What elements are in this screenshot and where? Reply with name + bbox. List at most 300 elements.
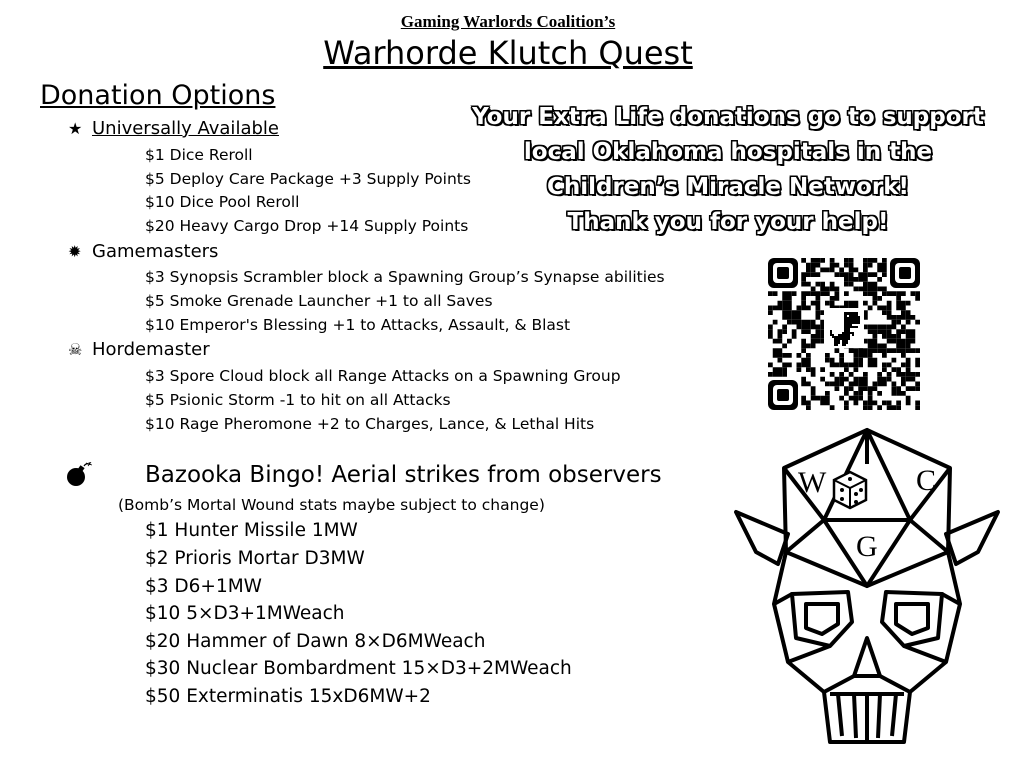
qr-module — [882, 268, 887, 273]
qr-module — [915, 372, 920, 377]
qr-module — [773, 372, 778, 377]
qr-module — [906, 386, 911, 391]
qr-module — [830, 268, 835, 273]
qr-module — [778, 306, 783, 311]
qr-module — [906, 315, 911, 320]
qr-module — [854, 377, 859, 382]
qr-module — [806, 320, 811, 325]
donation-item: $5 Smoke Grenade Launcher +1 to all Saves — [145, 292, 493, 310]
donation-item: $10 Emperor's Blessing +1 to Attacks, Assault, & Blast — [145, 316, 571, 334]
qr-module — [844, 272, 849, 277]
qr-module — [901, 306, 906, 311]
qr-module — [868, 401, 873, 406]
qr-module — [844, 301, 849, 306]
qr-module — [782, 367, 787, 372]
qr-module — [820, 268, 825, 273]
qr-module — [768, 306, 773, 311]
qr-module — [839, 363, 844, 368]
qr-module — [787, 291, 792, 296]
qr-module — [877, 344, 882, 349]
qr-module — [868, 282, 873, 287]
qr-module — [811, 268, 816, 273]
qr-module — [854, 348, 859, 353]
qr-module — [887, 372, 892, 377]
qr-module — [868, 344, 873, 349]
qr-code-icon[interactable] — [768, 258, 920, 410]
qr-module — [887, 325, 892, 330]
qr-module — [849, 348, 854, 353]
qr-module — [778, 372, 783, 377]
qr-module — [854, 382, 859, 387]
qr-module — [892, 367, 897, 372]
qr-module — [844, 258, 849, 263]
qr-module — [854, 396, 859, 401]
qr-module — [877, 377, 882, 382]
qr-module — [906, 301, 911, 306]
bingo-item: $1 Hunter Missile 1MW — [145, 520, 358, 541]
qr-module — [873, 258, 878, 263]
qr-module — [911, 372, 916, 377]
qr-module — [915, 401, 920, 406]
qr-module — [906, 396, 911, 401]
qr-module — [806, 382, 811, 387]
qr-module — [901, 310, 906, 315]
qr-module — [773, 348, 778, 353]
qr-module — [844, 277, 849, 282]
qr-module — [782, 372, 787, 377]
qr-module — [797, 367, 802, 372]
qr-module — [911, 386, 916, 391]
qr-module — [830, 296, 835, 301]
support-line: Children’s Miracle Network! — [546, 174, 909, 200]
qr-module — [844, 401, 849, 406]
qr-module — [901, 382, 906, 387]
qr-module — [773, 306, 778, 311]
qr-module — [773, 291, 778, 296]
qr-module — [801, 329, 806, 334]
donation-item: $10 Dice Pool Reroll — [145, 193, 300, 211]
qr-module — [806, 367, 811, 372]
qr-module — [778, 353, 783, 358]
qr-module — [901, 372, 906, 377]
qr-module — [801, 306, 806, 311]
qr-module — [854, 301, 859, 306]
qr-module — [858, 348, 863, 353]
qr-module — [858, 277, 863, 282]
qr-module — [816, 291, 821, 296]
qr-module — [782, 353, 787, 358]
qr-module — [854, 367, 859, 372]
qr-module — [768, 329, 773, 334]
qr-module — [768, 291, 773, 296]
qr-module — [820, 367, 825, 372]
qr-module — [782, 363, 787, 368]
qr-module — [835, 287, 840, 292]
qr-module — [816, 258, 821, 263]
qr-module — [887, 306, 892, 311]
qr-module — [839, 272, 844, 277]
qr-module — [901, 348, 906, 353]
qr-module — [896, 405, 901, 410]
qr-module — [787, 301, 792, 306]
qr-module — [849, 282, 854, 287]
qr-module — [830, 363, 835, 368]
qr-module — [806, 358, 811, 363]
qr-module — [882, 287, 887, 292]
qr-module — [882, 353, 887, 358]
qr-module — [892, 382, 897, 387]
support-line: local Oklahoma hospitals in the — [523, 139, 933, 165]
qr-module — [882, 377, 887, 382]
qr-module — [858, 382, 863, 387]
qr-module — [863, 272, 868, 277]
qr-module — [811, 272, 816, 277]
qr-module — [844, 291, 849, 296]
qr-module — [915, 296, 920, 301]
qr-module — [868, 291, 873, 296]
qr-module — [849, 396, 854, 401]
section-title: Hordemaster — [92, 339, 210, 360]
qr-module — [825, 353, 830, 358]
qr-module — [854, 287, 859, 292]
qr-module — [801, 396, 806, 401]
qr-module — [844, 282, 849, 287]
donation-options-heading: Donation Options — [40, 80, 276, 111]
qr-module — [811, 344, 816, 349]
qr-module — [906, 334, 911, 339]
qr-module — [830, 263, 835, 268]
qr-module — [825, 287, 830, 292]
qr-module — [892, 348, 897, 353]
qr-module — [863, 382, 868, 387]
qr-module — [797, 353, 802, 358]
qr-module — [901, 291, 906, 296]
qr-module — [773, 353, 778, 358]
qr-module — [863, 405, 868, 410]
qr-module — [901, 301, 906, 306]
qr-module — [792, 329, 797, 334]
logo-letter-g: G — [856, 530, 878, 563]
qr-module — [896, 320, 901, 325]
qr-module — [863, 377, 868, 382]
qr-module — [830, 382, 835, 387]
qr-module — [863, 386, 868, 391]
qr-module — [915, 386, 920, 391]
qr-module — [782, 301, 787, 306]
qr-module — [901, 353, 906, 358]
qr-module — [858, 396, 863, 401]
qr-module — [896, 306, 901, 311]
qr-module — [797, 363, 802, 368]
qr-module — [873, 291, 878, 296]
qr-module — [820, 282, 825, 287]
qr-module — [849, 386, 854, 391]
bingo-item: $50 Exterminatis 15xD6MW+2 — [145, 686, 431, 707]
qr-module — [906, 310, 911, 315]
qr-module — [863, 348, 868, 353]
section-universally-available — [68, 118, 279, 139]
qr-module — [835, 348, 840, 353]
qr-module — [892, 320, 897, 325]
qr-module — [782, 315, 787, 320]
qr-module — [868, 306, 873, 311]
qr-module — [801, 344, 806, 349]
qr-module — [801, 258, 806, 263]
qr-module — [901, 315, 906, 320]
qr-module — [882, 329, 887, 334]
qr-module — [820, 287, 825, 292]
bingo-note: (Bomb’s Mortal Wound stats maybe subject to change) — [118, 496, 545, 514]
qr-module — [863, 372, 868, 377]
qr-module — [882, 310, 887, 315]
qr-module — [801, 325, 806, 330]
qr-module — [854, 363, 859, 368]
qr-module — [811, 339, 816, 344]
qr-module — [806, 329, 811, 334]
qr-finder-bottom-left — [768, 380, 798, 410]
star-icon: ★ — [68, 119, 83, 138]
qr-module — [915, 363, 920, 368]
qr-module — [868, 287, 873, 292]
qr-module — [811, 367, 816, 372]
qr-module — [858, 363, 863, 368]
qr-module — [901, 329, 906, 334]
qr-module — [906, 377, 911, 382]
qr-module — [768, 363, 773, 368]
right-eye-socket — [882, 592, 942, 646]
qr-module — [801, 320, 806, 325]
qr-module — [863, 277, 868, 282]
qr-module — [830, 258, 835, 263]
qr-module — [877, 405, 882, 410]
qr-module — [854, 268, 859, 273]
qr-module — [868, 272, 873, 277]
qr-module — [811, 301, 816, 306]
qr-module — [849, 263, 854, 268]
qr-module — [858, 272, 863, 277]
qr-module — [778, 348, 783, 353]
qr-module — [839, 353, 844, 358]
qr-module — [801, 401, 806, 406]
qr-module — [896, 372, 901, 377]
qr-module — [863, 287, 868, 292]
qr-module — [896, 401, 901, 406]
qr-module — [816, 263, 821, 268]
qr-module — [825, 291, 830, 296]
donation-item: $5 Deploy Care Package +3 Supply Points — [145, 170, 471, 188]
qr-module — [901, 377, 906, 382]
qr-module — [858, 287, 863, 292]
qr-module — [792, 320, 797, 325]
qr-module — [787, 353, 792, 358]
qr-module — [877, 391, 882, 396]
qr-module — [773, 367, 778, 372]
qr-module — [811, 291, 816, 296]
qr-module — [906, 367, 911, 372]
qr-module — [906, 329, 911, 334]
qr-module — [863, 353, 868, 358]
qr-module — [811, 287, 816, 292]
qr-module — [835, 386, 840, 391]
qr-module — [825, 401, 830, 406]
qr-module — [882, 334, 887, 339]
qr-module — [868, 258, 873, 263]
qr-module — [854, 391, 859, 396]
qr-module — [797, 320, 802, 325]
bingo-item: $30 Nuclear Bombardment 15×D3+2MWeach — [145, 658, 572, 679]
qr-module — [782, 306, 787, 311]
qr-module — [778, 367, 783, 372]
qr-module — [906, 358, 911, 363]
right-horn — [946, 512, 998, 564]
qr-module — [801, 358, 806, 363]
dice-icon — [834, 472, 866, 508]
qr-module — [768, 325, 773, 330]
donation-item: $10 Rage Pheromone +2 to Charges, Lance, & Lethal Hits — [145, 415, 595, 433]
qr-module — [873, 348, 878, 353]
qr-module — [816, 325, 821, 330]
starburst-icon: ✹ — [68, 242, 82, 261]
logo-letter-w: W — [798, 466, 827, 499]
qr-module — [806, 344, 811, 349]
qr-module — [806, 353, 811, 358]
qr-module — [896, 301, 901, 306]
qr-module — [830, 405, 835, 410]
qr-module — [825, 268, 830, 273]
qr-module — [887, 401, 892, 406]
qr-module — [806, 291, 811, 296]
qr-module — [825, 396, 830, 401]
qr-module — [906, 401, 911, 406]
qr-module — [873, 358, 878, 363]
donation-item: $3 Spore Cloud block all Range Attacks on a Spawning Group — [145, 367, 621, 385]
qr-module — [868, 348, 873, 353]
qr-module — [854, 358, 859, 363]
donation-item: $1 Dice Reroll — [145, 146, 253, 164]
page-title: Warhorde Klutch Quest — [323, 34, 693, 72]
qr-module — [877, 372, 882, 377]
qr-module — [849, 268, 854, 273]
qr-module — [839, 377, 844, 382]
qr-module — [768, 310, 773, 315]
qr-module — [901, 339, 906, 344]
qr-module — [806, 401, 811, 406]
qr-module — [882, 258, 887, 263]
qr-finder-top-left — [768, 258, 798, 288]
qr-module — [849, 277, 854, 282]
qr-module — [887, 334, 892, 339]
qr-module — [911, 334, 916, 339]
qr-module — [839, 396, 844, 401]
qr-module — [873, 334, 878, 339]
qr-module — [873, 301, 878, 306]
qr-module — [806, 325, 811, 330]
qr-module — [801, 348, 806, 353]
qr-module — [892, 386, 897, 391]
qr-module — [882, 306, 887, 311]
qr-module — [892, 325, 897, 330]
qr-module — [816, 315, 821, 320]
page-subtitle: Gaming Warlords Coalition’s — [400, 12, 616, 31]
qr-module — [882, 363, 887, 368]
qr-module — [887, 377, 892, 382]
qr-module — [868, 391, 873, 396]
donation-item: $20 Heavy Cargo Drop +14 Supply Points — [145, 217, 469, 235]
qr-module — [882, 272, 887, 277]
qr-module — [811, 372, 816, 377]
qr-module — [906, 363, 911, 368]
qr-module — [787, 315, 792, 320]
qr-module — [844, 367, 849, 372]
qr-module — [801, 363, 806, 368]
qr-module — [773, 339, 778, 344]
qr-module — [820, 396, 825, 401]
qr-module — [896, 296, 901, 301]
qr-module — [906, 339, 911, 344]
qr-module — [787, 296, 792, 301]
qr-module — [887, 405, 892, 410]
qr-module — [896, 367, 901, 372]
support-line: Your Extra Life donations go to support — [472, 104, 984, 130]
qr-module — [911, 377, 916, 382]
qr-module — [873, 339, 878, 344]
qr-module — [896, 348, 901, 353]
qr-module — [892, 358, 897, 363]
qr-module — [915, 382, 920, 387]
qr-module — [816, 334, 821, 339]
qr-module — [915, 320, 920, 325]
qr-module — [854, 353, 859, 358]
donation-item: $3 Synopsis Scrambler block a Spawning Group’s Synapse abilities — [145, 268, 665, 286]
qr-module — [887, 339, 892, 344]
qr-module — [892, 405, 897, 410]
qr-module — [849, 363, 854, 368]
qr-module — [863, 258, 868, 263]
qr-module — [830, 282, 835, 287]
qr-module — [882, 382, 887, 387]
qr-module — [896, 386, 901, 391]
qr-module — [863, 282, 868, 287]
qr-module — [868, 263, 873, 268]
qr-module — [792, 310, 797, 315]
qr-module — [873, 296, 878, 301]
qr-module — [892, 334, 897, 339]
qr-module — [911, 348, 916, 353]
qr-module — [901, 325, 906, 330]
qr-module — [792, 315, 797, 320]
qr-module — [801, 382, 806, 387]
qr-module — [877, 287, 882, 292]
qr-module — [896, 291, 901, 296]
qr-module — [887, 329, 892, 334]
qr-module — [801, 377, 806, 382]
qr-module — [792, 291, 797, 296]
section-title: Gamemasters — [92, 241, 219, 262]
qr-module — [873, 287, 878, 292]
bingo-item: $20 Hammer of Dawn 8×D6MWeach — [145, 631, 486, 652]
dinosaur-icon — [824, 308, 864, 348]
qr-module — [873, 382, 878, 387]
qr-module — [858, 391, 863, 396]
qr-module — [811, 334, 816, 339]
qr-module — [868, 353, 873, 358]
qr-module — [806, 263, 811, 268]
qr-module — [887, 291, 892, 296]
qr-module — [873, 363, 878, 368]
qr-module — [787, 320, 792, 325]
left-horn — [736, 512, 788, 564]
qr-module — [825, 382, 830, 387]
